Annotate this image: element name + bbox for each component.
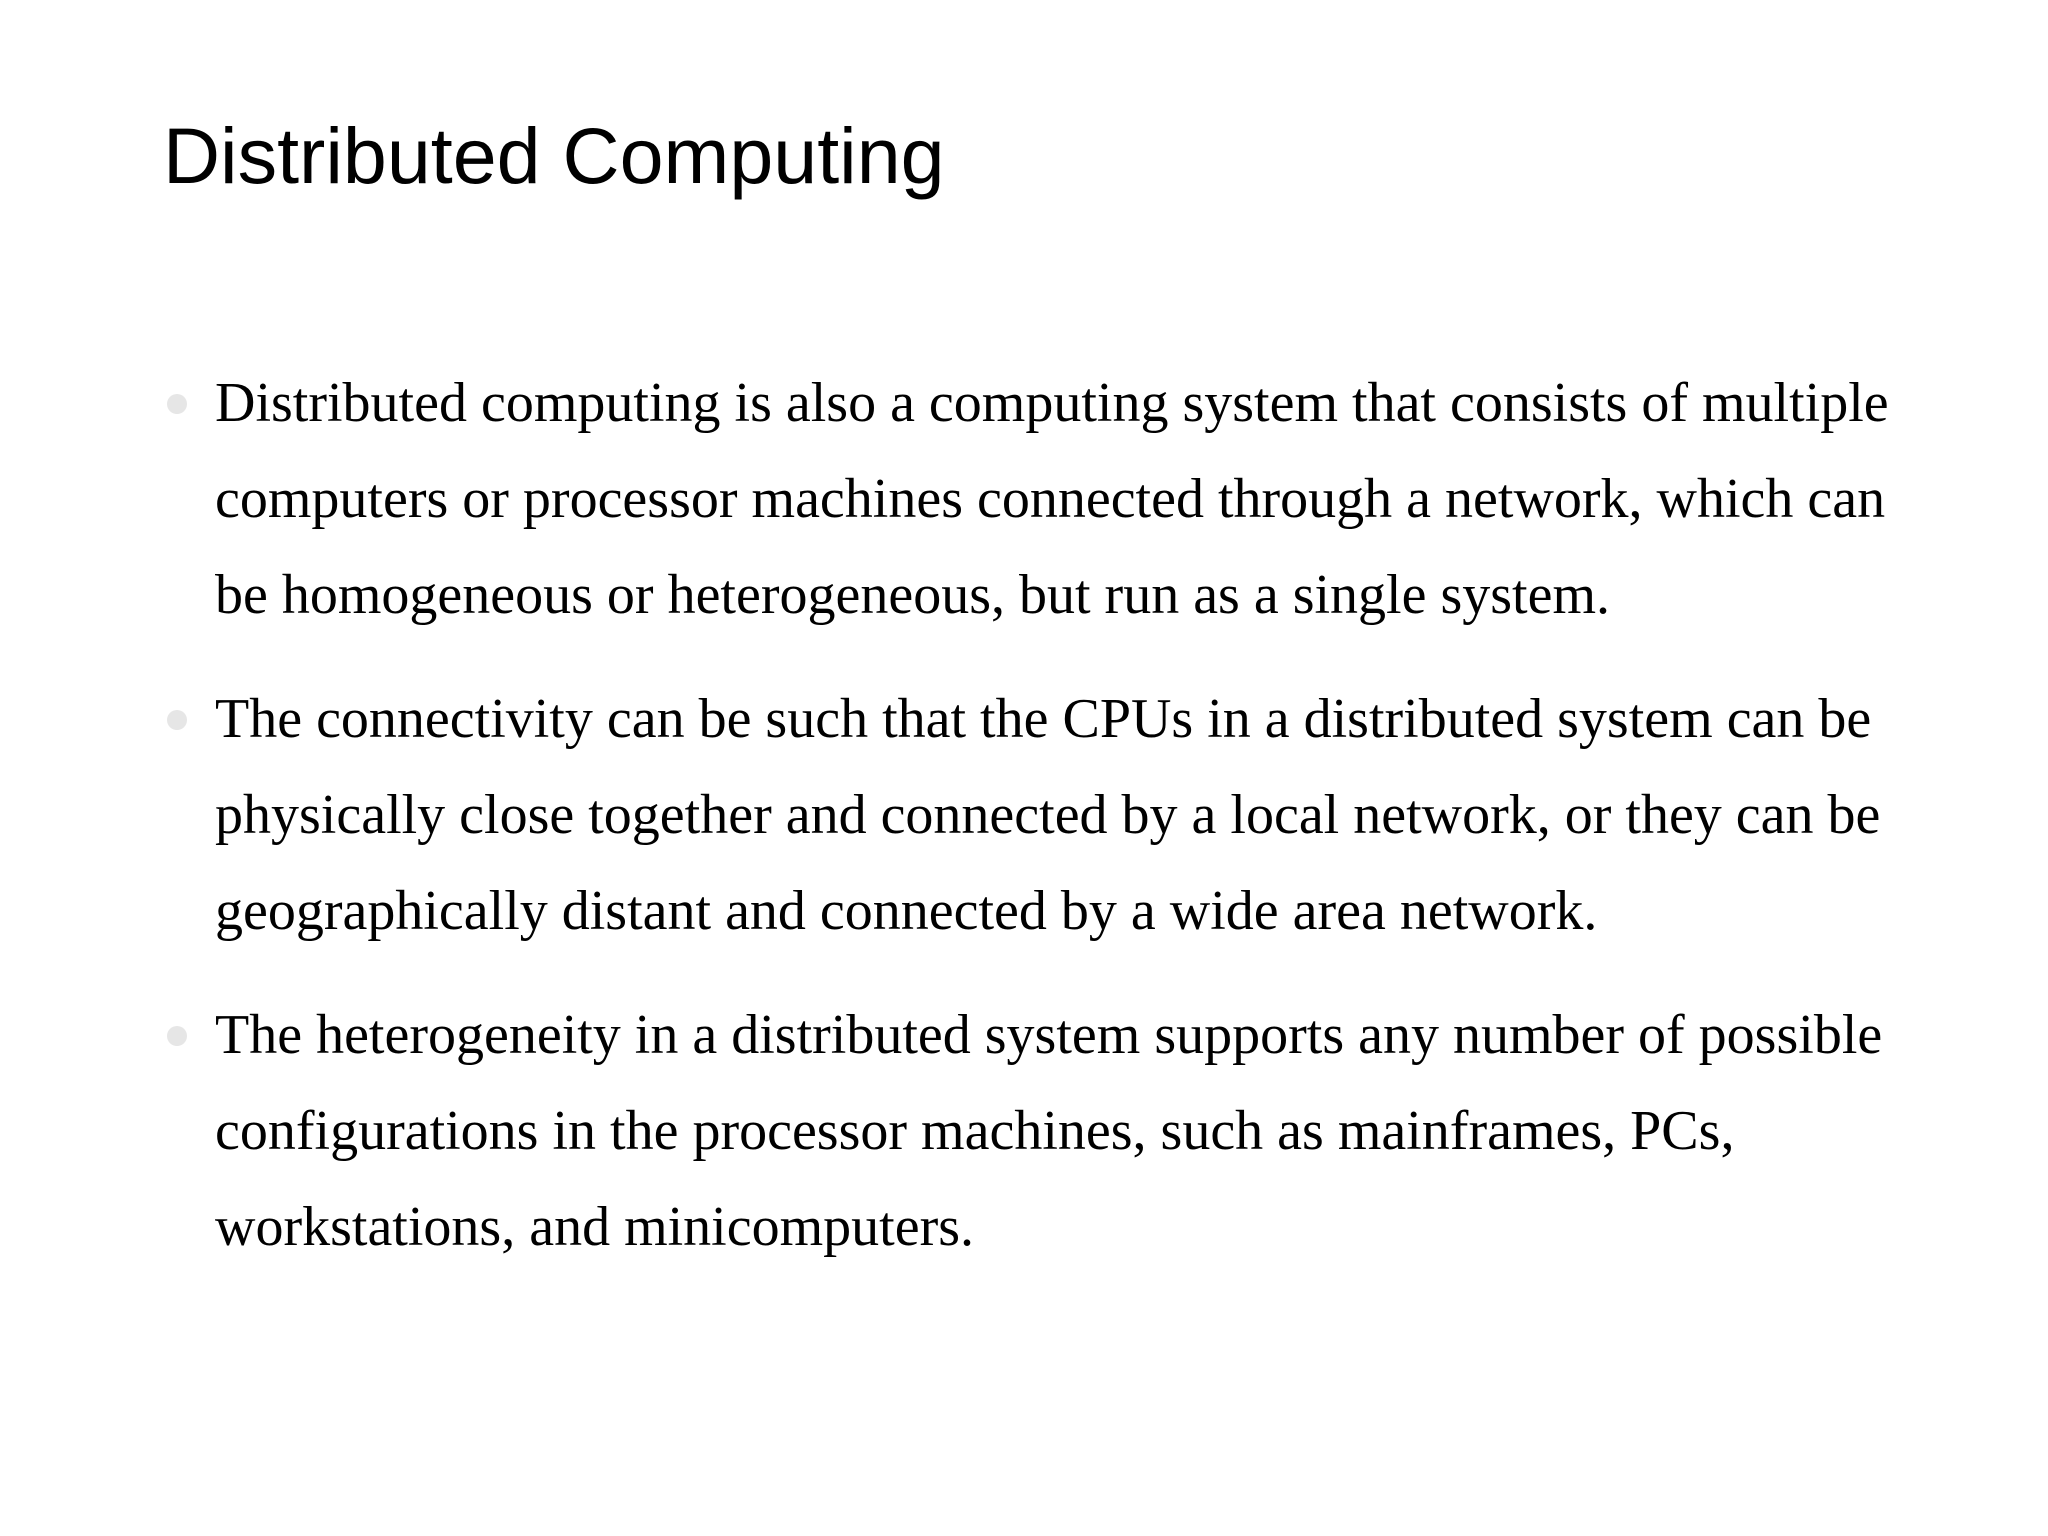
bullet-text: Distributed computing is also a computing system that consists of multiple computers or processor machines connected through a network, which can be homogeneous or heterogeneous, but run as a single system.: [215, 372, 1889, 626]
bullet-text: The heterogeneity in a distributed system supports any number of possible configurations in the processor machines, such as mainframes, PCs, workstations, and minicomputers.: [215, 1004, 1883, 1258]
bullet-list: [163, 355, 1923, 1303]
bullet-dot-icon: [167, 710, 187, 730]
bullet-dot-icon: [167, 1026, 187, 1046]
bullet-item: [163, 987, 1923, 1275]
slide-title: Distributed Computing: [163, 111, 945, 200]
bullet-dot-icon: [167, 394, 187, 414]
bullet-item: [163, 355, 1923, 643]
bullet-item: [163, 671, 1923, 959]
bullet-text: The connectivity can be such that the CPUs in a distributed system can be physically close together and connected by a local network, or they can be geographically distant and connected by a wide area network.: [215, 688, 1881, 942]
